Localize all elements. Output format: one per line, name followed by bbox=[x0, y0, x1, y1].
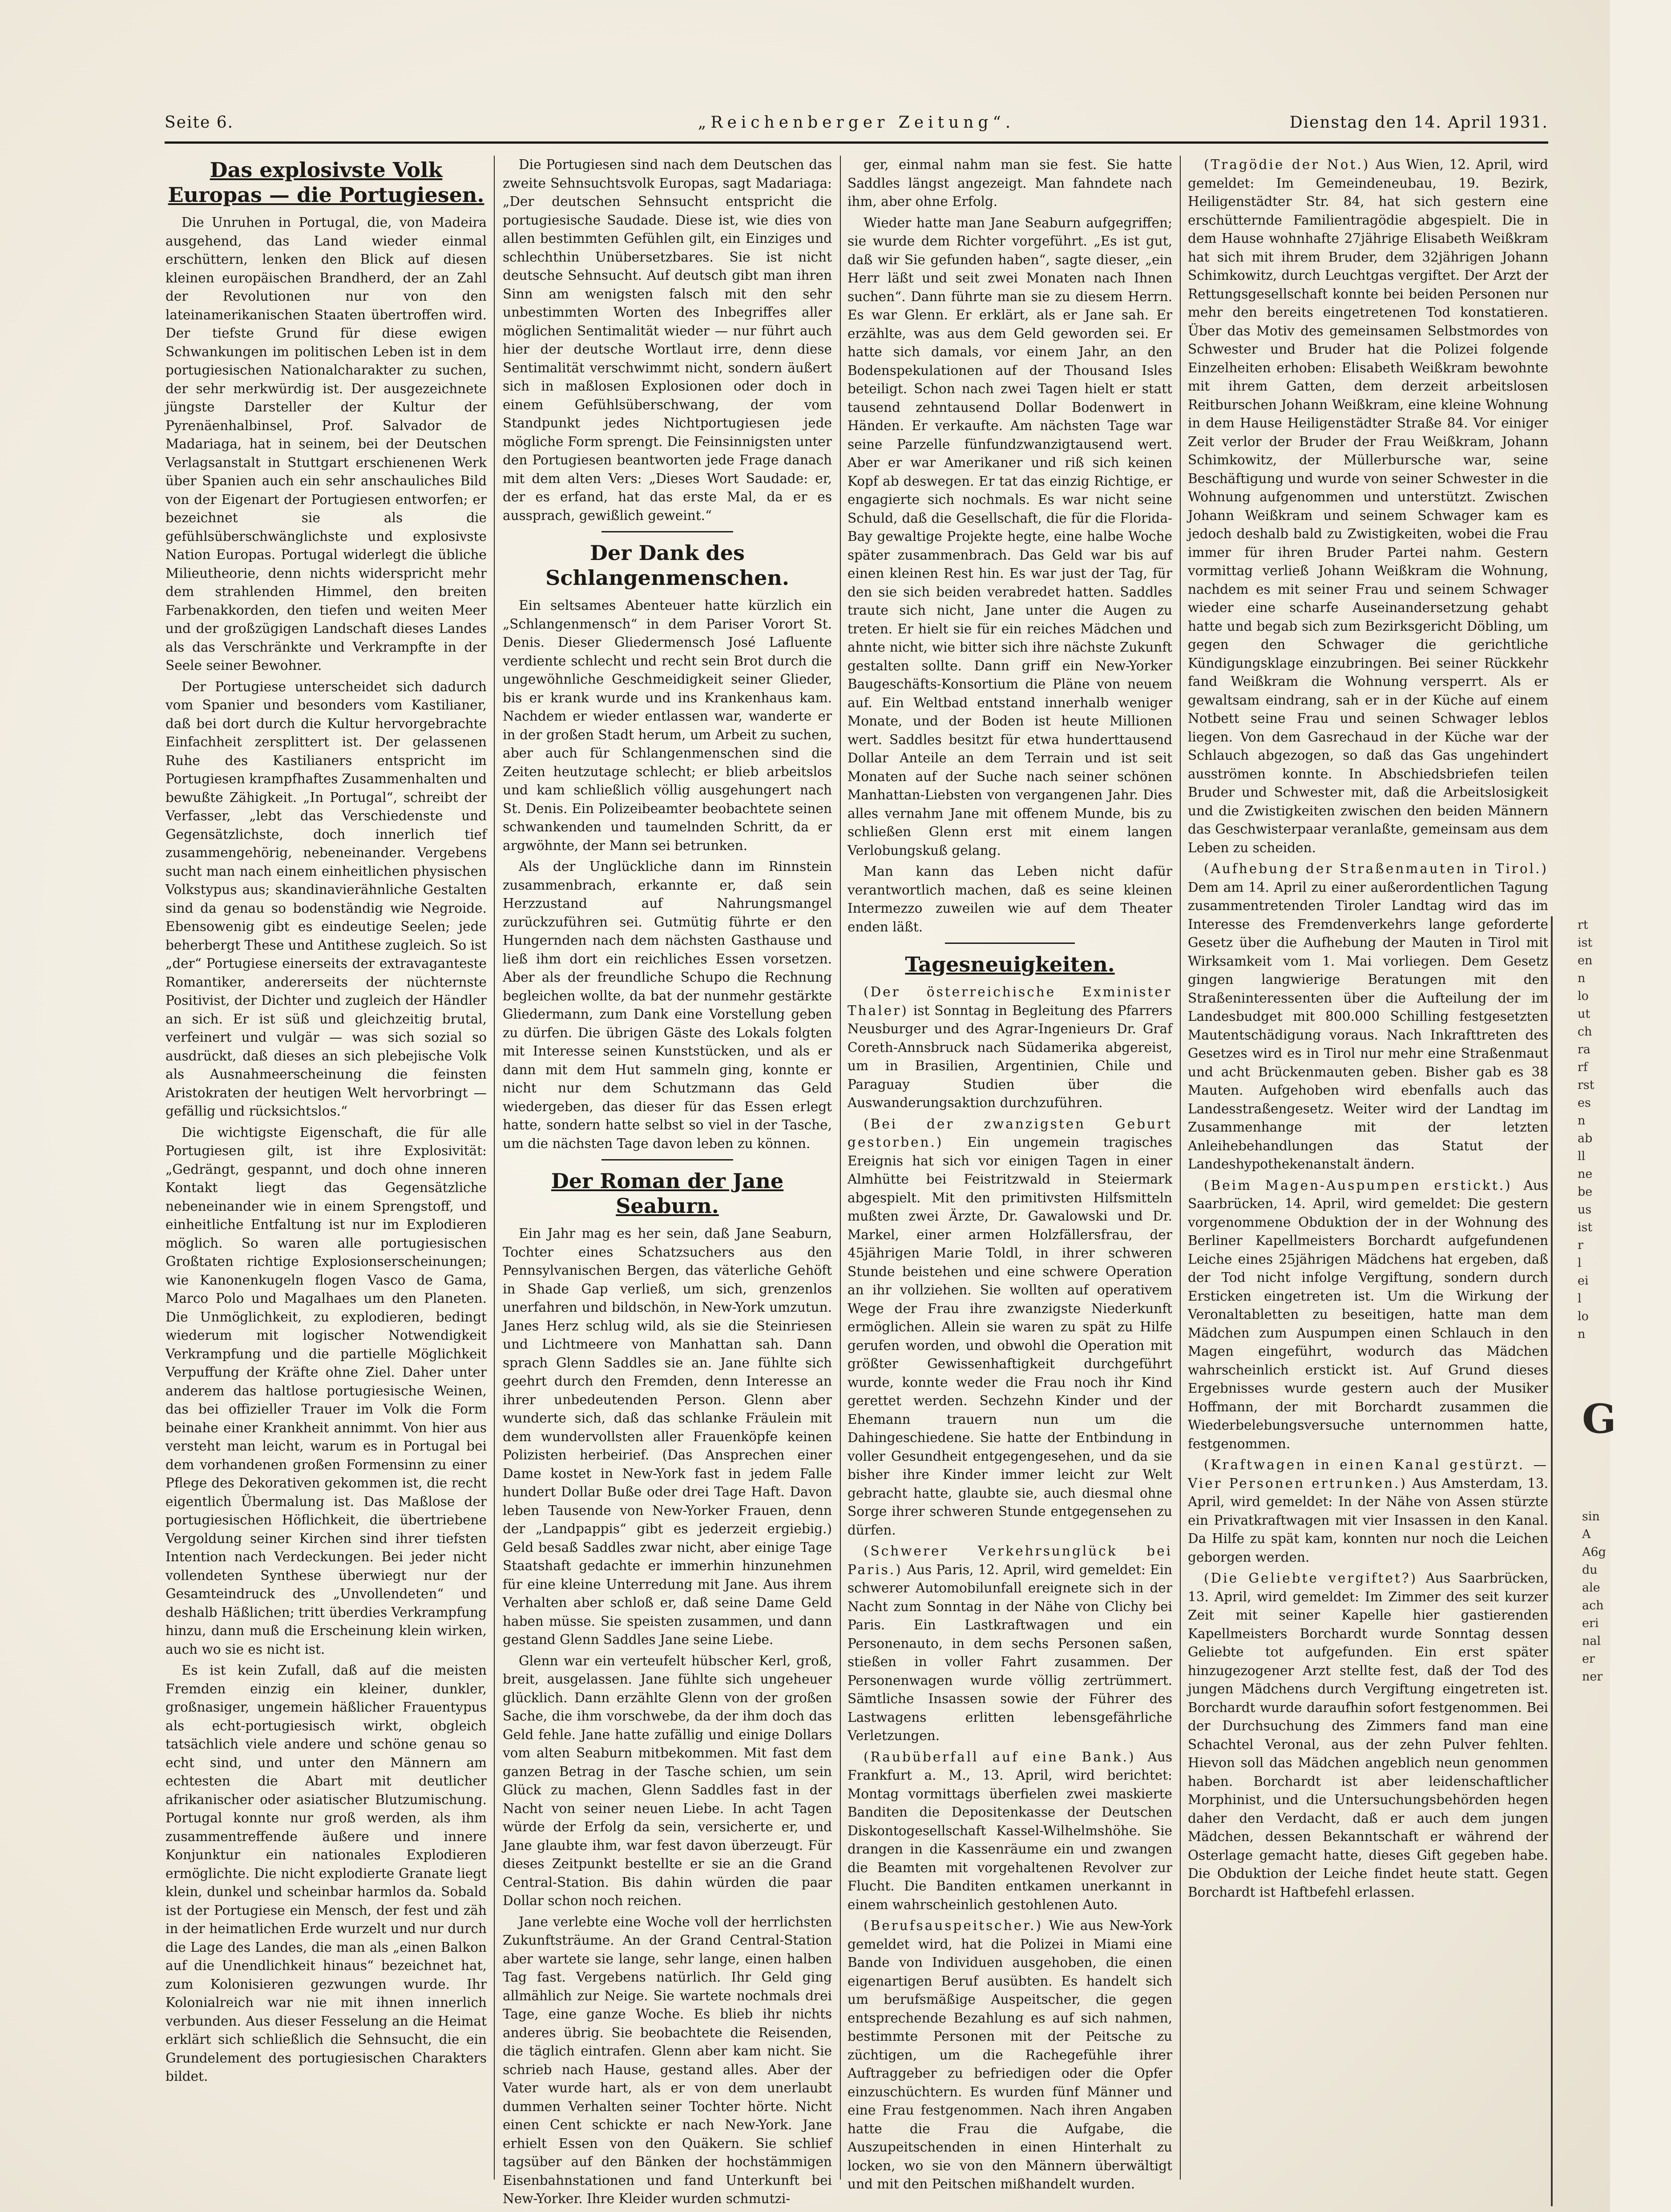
fragment-line: A6g bbox=[1582, 1545, 1606, 1559]
fragment-line: ut bbox=[1578, 1007, 1590, 1021]
news-text: ist Sonntag in Begleitung des Pfarrers Neusburger und des Agrar-Ingenieurs Dr. Graf Coreth-Annsbruck nach Südamerika abgereist, um in Brasilien, Argentinien, Chile und Paraguay Studien über die Auswanderungsaktion durchzuführen. bbox=[848, 1003, 1172, 1110]
fragment-line: ei bbox=[1578, 1274, 1589, 1288]
paragraph: Die Unruhen in Portugal, die, von Madeira ausgehend, das Land wieder einmal erschüttern, lenken den Blick auf diesen kleinen europäischen Brandherd, der an Zahl der Revolutionen nur von den lateinamerikanischen Staaten übertroffen wird. Der tiefste Grund für diese ewigen Schwankungen im politischen Leben ist in dem portugiesischen Nationalcharakter zu suchen, der sehr merkwürdig ist. Der ausgezeichnete jüngste Darsteller der Kultur der Pyrenäenhalbinsel, Prof. Salvador de Madariaga, hat in seinem, bei der Deutschen Verlagsanstalt in Stuttgart erschienenen Werk über Spanien auch ein sehr anschauliches Bild von der Eigenart der Portugiesen entworfen; er bezeichnet sie als die gefühlsüberschwänglichste und explosivste Nation Europas. Portugal widerlegt die übliche Milieutheorie, denn nichts widerspricht mehr dem strahlenden Himmel, den breiten Farbenakkorden, den tiefen und weiten Meer und der großzügigen Landschaft dieses Landes als das Verschränkte und Verkrampfte in der Seele seiner Bewohner. bbox=[165, 215, 487, 673]
fragment-line: us bbox=[1578, 1203, 1592, 1217]
paragraph: Glenn war ein verteufelt hübscher Kerl, groß, breit, ausgelassen. Jane fühlte sich ungeheuer glücklich. Dann erzählte Glenn von der großen Sache, die ihm vorschwebe, da der ihm doch das Geld fehle. Jane hatte zufällig und einige Dollars vom alten Seaburn mitbekommen. Mit fast dem ganzen Betrag in der Tasche schien, um sein Glück zu machen, Glenn Saddles fast in der Nacht von seiner neuen Liebe. In acht Tagen würde der Erfolg da sein, versicherte er, und Jane glaubte ihm, war fest davon überzeugt. Für dieses Zeitpunkt bestellte er sie an die Grand Central-Station. Bis dahin würden die paar Dollar schon noch reichen. bbox=[503, 1653, 832, 1908]
news-text: Aus Wien, 12. April, wird gemeldet: Im Gemeindeneubau, 19. Bezirk, Heiligenstädter Str. 84, hat sich gestern eine erschütternde Familientragödie abgespielt. Die in dem Hause wohnhafte 27jährige Elisabeth Weißkram hat sich mit ihrem Bruder, dem 32jährigen Johann Schimkowitz, durch Leuchtgas vergiftet. Der Arzt der Rettungsgesellschaft konnte bei beiden Personen nur mehr den bereits eingetretenen Tod konstatieren. Über das Motiv des gemeinsamen Selbstmordes von Schwester und Bruder hat die Polizei folgende Einzelheiten erhoben: Elisabeth Weißkram bewohnte mit ihrem Gatten, dem derzeit arbeitslosen Reitburschen Johann Weißkram, eine kleine Wohnung in dem Hause Heiligenstädter Straße 84. Vor einiger Zeit verlor der Bruder der Frau Weißkram, Johann Schimkowitz, der Müllerbursche war, seine Beschäftigung und wurde von seiner Schwester in die Wohnung aufgenommen und unterstützt. Zwischen Johann Weißkram und seinem Schwager kam es jedoch deshalb bald zu Zwistigkeiten, wobei die Frau immer für ihren Bruder Partei nahm. Gestern vormittag verließ Johann Weißkram die Wohnung, nachdem es mit seiner Frau und seinem Schwager wieder eine scharfe Auseinandersetzung gehabt hatte und begab sich zum Bezirksgericht Döbling, um gegen den Schwager die gerichtliche Kündigungsklage einzubringen. Bei seiner Rückkehr fand Weißkram die Wohnung versperrt. Als er gewaltsam eindrang, sah er in der Küche auf einem Notbett seine Frau und seinen Schwager leblos liegen. Von dem Gasrechaud in der Küche war der Schlauch abgezogen, so daß das Gas ungehindert ausströmen konnte. In Abschiedsbriefen teilen Bruder und Schwester mit, daß die Arbeitslosigkeit und die Zwistigkeiten zwischen den beiden Männern das Geschwisterpaar veranlaßte, gemeinsam aus dem Leben zu scheiden. bbox=[1188, 157, 1548, 855]
paragraph: Es ist kein Zufall, daß auf die meisten Fremden einzig ein kleiner, dunkler, großnasiger, ungemein häßlicher Frauentypus als echt-portugiesisch wirkt, obgleich tatsächlich viele andere und schöne genau so echt sind, und unter den Männern am echtesten die Abart mit deutlicher afrikanischer oder asiatischer Blutzumischung. Portugal konnte nur groß werden, als ihm zusammentreffende äußere und innere Konjunktur ein nationales Explodieren ermöglichte. Die nicht explodierte Granate liegt klein, dunkel und scheinbar harmlos da. Sobald ist der Portugiese ein Mensch, der fest und zäh in der heimatlichen Erde wurzelt und nur durch die Lage des Landes, die man als „einen Balkon auf die Unendlichkeit hinaus“ bezeichnet hat, zum Kolonisieren gezwungen wurde. Ihr Kolonialreich war nie mit ihnen innerlich verbunden. Aus dieser Fesselung an die Heimat erklärt sich schließlich die Sehnsucht, die ein Grundelement des portugiesischen Charakters bildet. bbox=[165, 1663, 487, 2084]
article-body bbox=[165, 214, 487, 2086]
fragment-line: er bbox=[1582, 1652, 1595, 1666]
article-body-continued bbox=[503, 156, 832, 525]
news-item bbox=[848, 1917, 1172, 2194]
paragraph: Man kann das Leben nicht dafür verantwortlich machen, daß es seine kleinen Intermezzo zuweilen wie auf dem Theater enden läßt. bbox=[848, 864, 1172, 935]
news-kicker: (Kraftwagen in einen Kanal gestürzt. — Vier Personen ertrunken.) bbox=[1188, 1457, 1548, 1491]
paragraph: Die wichtigste Eigenschaft, die für alle Portugiesen gilt, ist ihre Explosivität: „Gedrängt, gespannt, und doch ohne inneren Kontakt liegt das Gegensätzliche nebeneinander wie in einem Sprengstoff, und einheitliche Entfaltung ist nur im Explodieren möglich. So waren alle portugiesischen Großtaten richtige Explosionserscheinungen; wie Kanonenkugeln flogen Vasco de Gama, Marco Polo und Magalhaes um den Planeten. Die Unmöglichkeit, zu explodieren, bedingt wiederum mit logischer Notwendigkeit Verkrampfung und die partielle Möglichkeit Verpuffung der Kräfte ohne Ziel. Daher unter anderem das haltlose portugiesische Weinen, das bei offizieller Trauer im Volk die Form beinahe einer Krankheit annimmt. Von hier aus versteht man leicht, warum es in Portugal bei dem vorhandenen großen Formensinn zu einer Pflege des Dekorativen gekommen ist, die recht eigentlich Übermalung ist. Das Maßlose der portugiesischen Höflichkeit, die übertriebene Vergoldung seiner Kirchen sind ihrer tiefsten Intention nach Verdeckungen. Bei jeder nicht vollendeten Synthese überwiegt nur der Gesamteindruck des „Unvollendeten“ und deshalb Häßlichen; tritt überdies Verkrampfung hinzu, dann muß die Erscheinung klein wirken, auch wo sie es nicht ist. bbox=[165, 1124, 487, 1657]
news-kicker: (Die Geliebte vergiftet?) bbox=[1204, 1571, 1418, 1586]
article-headline: Das explosivste Volk Europas — die Portugiesen. bbox=[168, 158, 484, 207]
paragraph: Als der Unglückliche dann im Rinnstein zusammenbrach, erkannte er, daß sein Herzzustand auf Nahrungsmangel zurückzuführen sei. Gutmütig führte er den Hungernden nach dem nächsten Gasthause und ließ ihm dort ein reichliches Essen vorsetzen. Aber als der freundliche Schupo die Rechnung begleichen wollte, da bat der nunmehr gestärkte Gliedermann, zum Dank eine Vorstellung geben zu dürfen. Die übrigen Gäste des Lokals folgten mit Interesse seinen Kunststücken, und als er dann mit dem Hut sammeln ging, konnte er nicht nur dem Schutzmann das Geld wiedergeben, das dieser für das Essen erlegt hatte, sondern hatte selbst so viel in der Tasche, um die nächsten Tage davon leben zu können. bbox=[503, 859, 832, 1151]
newspaper-name: „Reichenberger Zeitung“. bbox=[698, 113, 1015, 132]
fragment-line: be bbox=[1578, 1185, 1593, 1199]
news-kicker: (Bei der zwanzigsten Geburt gestorben.) bbox=[848, 1116, 1172, 1150]
news-item bbox=[1188, 1177, 1548, 1454]
news-text: Dem am 14. April zu einer außerordentlichen Tagung zusammentretenden Tiroler Landtag wird das im Interesse des Fremdenverkehrs lange geforderte Gesetz über die Aufhebung der Mauten in Tirol mit Wirksamkeit vom 1. Mai vorliegen. Dem Gesetz gingen langwierige Beratungen mit den Straßeninteressenten über die Aufteilung der im Landesbudget mit 800.000 Schilling festgesetzten Mautentschädigung voraus. Nach Inkrafttreten des Gesetzes wird es in Tirol nur mehr eine Straßenmaut und acht Brückenmauten geben. Bisher gab es 38 Mauten. Aufgehoben wird ebenfalls auch das Landesstraßengesetz. Weiter wird der Landtag im Zusammenhange mit der letzten Anleihebehandlungen das Statut der Landeshypothekenanstalt ändern. bbox=[1188, 879, 1548, 1172]
fragment-line: ist bbox=[1578, 1221, 1593, 1234]
paragraph: Ein Jahr mag es her sein, daß Jane Seaburn, Tochter eines Schatzsuchers aus den Pennsylvanischen Bergen, das väterliche Gehöft in Shade Gap verließ, um sich, grenzenlos unerfahren und bildschön, in New-York umzutun. Janes Herz schlug wild, als sie die Steinriesen und Lichtmeere von Manhattan sah. Dann sprach Glenn Saddles sie an. Jane fühlte sich geehrt durch den Fremden, denn Interesse an ihrer unbedeutenden Person. Glenn aber wunderte sich, daß das schlanke Fräulein mit dem wundervollsten aller Frauenköpfe keinen Polizisten herbeirief. (Das Ansprechen einer Dame kostet in New-York fast in jedem Falle hundert Dollar Buße oder drei Tage Haft. Davon leben Tausende von New-Yorker Frauen, denn der „Landpappis“ gibt es jederzeit ergiebig.) Geld besaß Saddles zwar nicht, aber einige Tage Staatshaft gedachte er immerhin hinzunehmen für eine kleine Unterredung mit Jane. Aus ihrem Verhalten aber schloß er, daß seine Dame Geld haben müsse. Sie speisten zusammen, und dann gestand Glenn Saddles Jane seine Liebe. bbox=[503, 1226, 832, 1647]
fragment-line: r bbox=[1578, 1238, 1583, 1252]
article-body bbox=[503, 1225, 832, 2208]
column-divider bbox=[494, 156, 495, 2180]
news-item bbox=[848, 1542, 1172, 1745]
article-separator bbox=[601, 531, 733, 532]
fragment-line: n bbox=[1578, 1327, 1586, 1341]
fragment-line: A bbox=[1582, 1527, 1591, 1541]
news-item bbox=[1188, 1569, 1548, 1902]
article-separator bbox=[945, 943, 1075, 944]
news-text: Ein ungemein tragisches Ereignis hat sich vor einigen Tagen in einer Almhütte bei Feistritzwald in Steiermark abgespielt. Mit den primitivsten Hilfsmitteln mußten zwei Ärzte, Dr. Gawalowski und Dr. Markel, einer armen Holzfällersfrau, der 45jährigen Marie Toldl, in ihrer schweren Stunde beistehen und eine schwere Operation an ihr vollziehen. Sie wollten auf operativem Wege der Frau ihre zwanzigste Niederkunft ermöglichen. Allein sie waren zu spät zu Hilfe gerufen worden, und obwohl die Operation mit größter Gewissenhaftigkeit durchgeführt wurde, konnte weder die Frau noch ihr Kind gerettet werden. Sechzehn Kinder und der Ehemann trauern nun um die Dahingeschiedene. Sie hatte der Entbindung in voller Gesundheit entgegengesehen, und da sie bisher ihre Kinder immer leicht zur Welt gebracht hatte, glaubte sie, auch diesmal ohne Sorge ihrer schweren Stunde entgegensehen zu dürfen. bbox=[848, 1135, 1172, 1538]
fragment-line: sin bbox=[1582, 1510, 1600, 1523]
fragment-line: ch bbox=[1578, 1025, 1592, 1039]
fragment-line: ra bbox=[1578, 1043, 1591, 1056]
fragment-line: lo bbox=[1578, 989, 1589, 1003]
column-divider bbox=[1180, 156, 1181, 2180]
news-kicker: (Tragödie der Not.) bbox=[1204, 157, 1370, 172]
news-text: Aus Amsterdam, 13. April, wird gemeldet: In der Nähe von Assen stürzte ein Privatkraftwagen mit vier Insassen in den Kanal. Da Hilfe zu spät kam, konnten nur noch die Leichen geborgen werden. bbox=[1188, 1475, 1548, 1565]
fragment-line: l bbox=[1578, 1256, 1582, 1270]
fragment-line: rf bbox=[1578, 1060, 1588, 1074]
fragment-line: du bbox=[1582, 1563, 1598, 1577]
news-kicker: (Aufhebung der Straßenmauten in Tirol.) bbox=[1204, 861, 1548, 876]
page-number: Seite 6. bbox=[165, 113, 234, 132]
paragraph: Der Portugiese unterscheidet sich dadurch vom Spanier und besonders vom Kastilianer, daß bei dort durch die Kultur hervorgebrachte Einfachheit zersplittert ist. Der gelassenen Ruhe des Kastilianers entspricht im Portugiesen krampfhaftes Zusammenhalten und bewußte Zähigkeit. „In Portugal“, schreibt der Verfasser, „lebt das Verschiedenste und Gegensätzlichste, doch innerlich tief zusammengehörig, nebeneinander. Vergebens sucht man nach einem einheitlichen physischen Volkstypus aus; skandinavierähnliche Gestalten sind da genau so bodenständig wie Negroide. Ebensowenig gibt es eindeutige Seelen; jede beherbergt These und Antithese zugleich. So ist „der“ Portugiese einerseits der extravaganteste Romantiker, andererseits der nüchternste Positivist, der Dichter und zugleich der Händler an sich. Er ist süß und gleichzeitig brutal, verfeinert und vulgär — was sich sozial so ausdrückt, daß dieses an sich plebejische Volk als Ausnahmeerscheinung die feinsten Aristokraten der heutigen Welt hervorbringt — gefällig und rücksichtslos.“ bbox=[165, 679, 487, 1119]
fragment-line: n bbox=[1578, 971, 1586, 985]
news-item bbox=[1188, 156, 1548, 857]
fragment-line: n bbox=[1578, 1114, 1586, 1128]
column-4 bbox=[1188, 156, 1548, 2184]
news-kicker: (Der österreichische Exminister Thaler) bbox=[848, 984, 1172, 1018]
news-text: Aus Saarbrücken, 14. April, wird gemeldet: Die gestern vorgenommene Obduktion der in der Wohnung des Berliner Kapellmeisters Borchardt aufgefundenen Leiche eines 25jährigen Mädchens hat ergeben, daß der Tod nicht infolge Vergiftung, sondern durch Ersticken eingetreten ist. Um die Wirkung der Veronaltabletten zu beseitigen, hatte man dem Mädchen zum Auspumpen einen Schlauch in den Magen eingeführt, wodurch das Mädchen wahrscheinlich erstickt ist. Auf Grund dieses Ergebnisses wurde gestern auch der Musiker Hoffmann, der mit Borchardt zusammen die Wiederbelebungsversuche unternommen hatte, festgenommen. bbox=[1188, 1177, 1548, 1451]
adjacent-page-fragment bbox=[1551, 916, 1616, 2206]
fragment-line: es bbox=[1578, 1096, 1591, 1110]
column-1 bbox=[165, 156, 487, 2184]
column-2 bbox=[503, 156, 832, 2206]
column-3 bbox=[848, 156, 1172, 2192]
page-edge bbox=[1551, 916, 1553, 2206]
section-headline: Tagesneuigkeiten. bbox=[905, 952, 1115, 976]
fragment-line: en bbox=[1578, 954, 1593, 967]
paragraph: Die Portugiesen sind nach dem Deutschen das zweite Sehnsuchtsvolk Europas, sagt Madariaga: „Der deutschen Sehnsucht entspricht die portugiesische Saudade. Diese ist, wie dies von allen bestimmten Gefühlen gilt, ein Einziges und schlechthin Unübersetzbares. Sie ist nicht deutsche Sehnsucht. Auf deutsch gibt man ihren Sinn am wenigsten falsch mit den sehr unbestimmten Worten des Inbegriffes aller möglichen Sentimalität wieder — nur führt auch hier der deutsche Wortlaut irre, denn diese Sentimalität verschwimmt nicht, sondern äußert sich in maßlosen Explosionen oder doch in einem Gefühlsüberschwang, der vom Standpunkt jedes Nichtportugiesen jede mögliche Form sprengt. Die Feinsinnigsten unter den Portugiesen beantworten jede Frage danach mit dem alten Vers: „Dieses Wort Saudade: er, der es erfand, hat das erste Mal, da er es aussprach, gewißlich geweint.“ bbox=[503, 157, 832, 523]
news-kicker: (Berufsauspeitscher.) bbox=[864, 1918, 1043, 1933]
news-text: Aus Paris, 12. April, wird gemeldet: Ein schwerer Automobilunfall ereignete sich in der Nacht zum Sonntag in der Nähe von Clichy bei Paris. Ein Lastkraftwagen und ein Personenauto, in dem sechs Personen saßen, stießen in voller Fahrt zusammen. Der Personenwagen wurde völlig zertrümmert. Sämtliche Insassen sowie der Führer des Lastwagens erlitten lebensgefährliche Verletzungen. bbox=[848, 1562, 1172, 1743]
news-items bbox=[1188, 156, 1548, 1902]
paragraph: Ein seltsames Abenteuer hatte kürzlich ein „Schlangenmensch“ in dem Pariser Vorort St. Denis. Dieser Gliedermensch José Lafluente verdiente schlecht und recht sein Brot durch die ungewöhnliche Geschmeidigkeit seiner Glieder, bis er krank wurde und ins Krankenhaus kam. Nachdem er wieder entlassen war, wanderte er in der großen Stadt herum, um Arbeit zu suchen, aber auch für Schlangenmenschen sind die Zeiten heutzutage schlecht; er blieb arbeitslos und kam schließlich völlig ausgehungert nach St. Denis. Ein Polizeibeamter beobachtete seinen schwankenden und taumelnden Schritt, da er argwöhnte, der Mann sei betrunken. bbox=[503, 598, 832, 853]
column-divider bbox=[840, 156, 841, 2180]
news-item bbox=[1188, 1456, 1548, 1567]
news-item bbox=[1188, 860, 1548, 1174]
paragraph: ger, einmal nahm man sie fest. Sie hatte Saddles längst angezeigt. Man fahndete nach ihm, aber ohne Erfolg. bbox=[848, 157, 1172, 209]
paragraph: Wieder hatte man Jane Seaburn aufgegriffen; sie wurde dem Richter vorgeführt. „Es ist gut, daß wir Sie gefunden haben“, sagte dieser, „ein Herr läßt und seit zwei Monaten nach Ihnen suchen“. Dann führte man sie zu diesem Herrn. Es war Glenn. Er erklärt, als er Jane sah. Er erzählte, was aus dem Geld geworden sei. Er hatte sich damals, vor einem Jahr, an den Bodenspekulationen auf der Thousand Isles beteiligt. Schon nach zwei Tagen hielt er statt tausend zehntausend Dollar Bodenwert in Händen. Er verkaufte. Am nächsten Tage war seine Parzelle fünfundzwanzigtausend wert. Aber er war Amerikaner und riß sich keinen Kopf ab deswegen. Er tat das einzig Richtige, er engagierte sich nochmals. Es war nicht seine Schuld, daß die Gesellschaft, die für die Florida-Bay gewaltige Projekte hegte, eine halbe Woche später zusammenbrach. Das Geld war bis auf einen kleinen Rest hin. Es war just der Tag, für den sie sich beiden verabredet hatten. Saddles traute sich nicht, Jane unter die Augen zu treten. Er hielt sie für ein reiches Mädchen und ahnte nicht, wie bitter sich ihre nächste Zukunft gestalten sollte. Dann griff ein New-Yorker Baugeschäfts-Konsortium die Pläne von neuem auf. Ein Weltbad entstand innerhalb weniger Monate, und der Boden ist heute Millionen wert. Saddles besitzt für etwa hunderttausend Dollar Anteile an dem Terrain und ist seit Monaten auf der Suche nach seiner schönen Manhattan-Liebsten von vergangenen Jahr. Dies alles vernahm Jane mit offenem Munde, bis zu schließen Glenn erst mit einem langen Verlobungskuß gelang. bbox=[848, 215, 1172, 858]
news-kicker: (Beim Magen-Auspumpen erstickt.) bbox=[1204, 1177, 1512, 1193]
article-body bbox=[503, 596, 832, 1153]
fragment-line: ner bbox=[1582, 1670, 1603, 1684]
news-item bbox=[848, 983, 1172, 1112]
news-text: Aus Frankfurt a. M., 13. April, wird berichtet: Montag vormittags überfielen zwei maskierte Banditen die Depositenkasse der Deutschen Diskontogesellschaft Kassel-Wilhelmshöhe. Sie drangen in die Kassenräume ein und zwangen die Beamten mit vorgehaltenen Revolver zur Flucht. Die Banditen entkamen unerkannt in einem wahrscheinlich gestohlenen Auto. bbox=[848, 1749, 1172, 1912]
fragment-line: ist bbox=[1578, 936, 1593, 950]
issue-date: Dienstag den 14. April 1931. bbox=[1289, 113, 1548, 132]
article-headline: Der Roman der Jane Seaburn. bbox=[551, 1169, 784, 1218]
article-headline: Der Dank des Schlangenmenschen. bbox=[545, 541, 789, 590]
fragment-line: lo bbox=[1578, 1309, 1589, 1323]
fragment-line: ab bbox=[1578, 1132, 1593, 1145]
article-separator bbox=[601, 1159, 733, 1160]
fragment-line: rst bbox=[1578, 1078, 1594, 1092]
fragment-line: eri bbox=[1582, 1616, 1599, 1630]
masthead bbox=[165, 113, 1548, 140]
header-rule bbox=[165, 141, 1548, 144]
news-text: Wie aus New-York gemeldet wird, hat die Polizei in Miami eine Bande von Individuen ausgehoben, die einen eigenartigen Beruf ausübten. Es handelt sich um berufsmäßige Auspeitscher, die gegen entsprechende Bezahlung es auf sich nahmen, bestimmte Personen mit der Peitsche zu züchtigen, um die Rachegefühle ihrer Auftraggeber zu befriedigen oder die Opfer einzuschüchtern. Es wurden fünf Männer und eine Frau festgenommen. Nach ihren Angaben hatte die Frau die Aufgabe, die Auszupeitschenden in einen Hinterhalt zu locken, wo sie von den Männern überwältigt und mit den Peitschen mißhandelt wurden. bbox=[848, 1918, 1172, 2192]
news-items bbox=[848, 983, 1172, 2194]
fragment-line: ll bbox=[1578, 1149, 1586, 1163]
paragraph: Jane verlebte eine Woche voll der herrlichsten Zukunftsträume. An der Grand Central-Station aber wartete sie lange, sehr lange, einen halben Tag fast. Vergebens natürlich. Ihr Geld ging allmählich zur Neige. Sie wartete nochmals drei Tage, eine ganze Woche. Es blieb ihr nichts anderes übrig. Sie beobachtete die Reisenden, die täglich eintrafen. Glenn aber kam nicht. Sie schrieb nach Hause, gestand alles. Aber der Vater wurde hart, als er von dem unerlaubt dummen Verhalten seiner Tochter hörte. Nicht einen Cent schickte er nach New-York. Jane erhielt Essen von den Quäkern. Sie schlief tagsüber auf den Bänken der hochstämmigen Eisenbahnstationen und fand Unterkunft bei New-Yorker. Ihre Kleider wurden schmutzi- bbox=[503, 1914, 832, 2206]
fragment-line: ale bbox=[1582, 1581, 1600, 1595]
fragment-text bbox=[1578, 916, 1667, 1343]
fragment-line: ach bbox=[1582, 1599, 1604, 1612]
news-kicker: (Raubüberfall auf eine Bank.) bbox=[864, 1749, 1136, 1765]
article-body-continued bbox=[848, 156, 1172, 936]
news-kicker: (Schwerer Verkehrsunglück bei Paris.) bbox=[848, 1543, 1172, 1577]
fragment-line: nal bbox=[1582, 1634, 1601, 1648]
fragment-initial: G bbox=[1582, 1395, 1616, 1442]
news-text: Aus Saarbrücken, 13. April, wird gemeldet: Im Zimmer des seit kurzer Zeit mit seiner Kapelle hier gastierenden Kapellmeisters Borchardt wurde Sonntag dessen Geliebte tot aufgefunden. Ein erst später hinzugezogener Arzt stellte fest, daß der Tod des jungen Mädchens durch Vergiftung eingetreten ist. Borchardt wurde daraufhin sofort festgenommen. Bei der Durchsuchung des Zimmers fand man eine Schachtel Veronal, aus der zehn Pulver fehlten. Hievon soll das Mädchen angeblich neun genommen haben. Borchardt ist aber leidenschaftlicher Morphinist, und die Untersuchungsbehörden hegen daher den Verdacht, daß er auch dem jungen Mädchen, dessen Bekanntschaft er während der Osterlage gemacht hatte, dieses Gift gegeben habe. Die Obduktion der Leiche findet heute statt. Gegen Borchardt ist Haftbefehl erlassen. bbox=[1188, 1571, 1548, 1900]
news-item bbox=[848, 1115, 1172, 1540]
news-item bbox=[848, 1748, 1172, 1914]
fragment-line: l bbox=[1578, 1292, 1582, 1305]
fragment-line: rt bbox=[1578, 918, 1588, 932]
fragment-text bbox=[1582, 1508, 1671, 1686]
fragment-line: ne bbox=[1578, 1167, 1593, 1181]
